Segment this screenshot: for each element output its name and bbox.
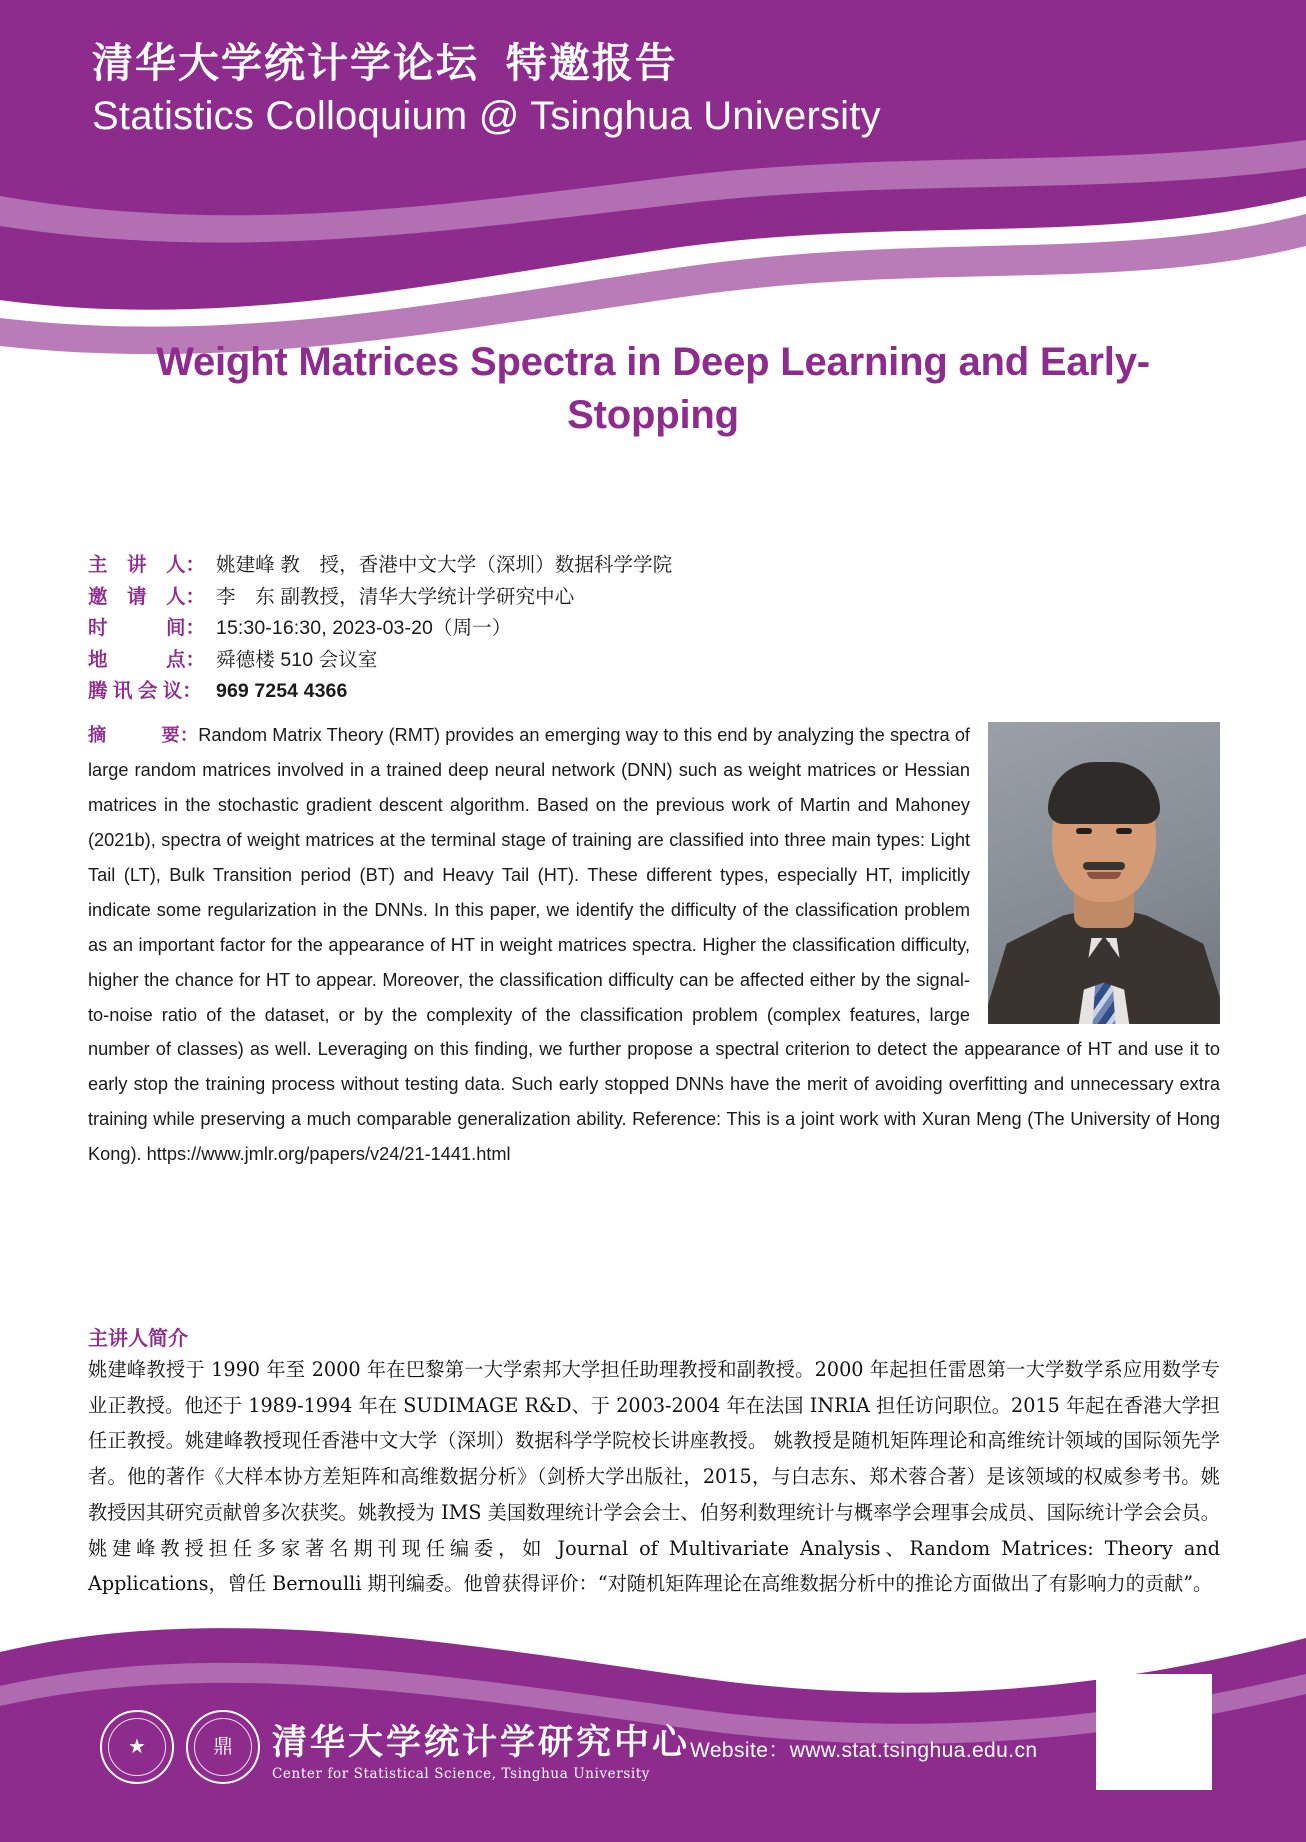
header-banner (0, 0, 1306, 360)
abstract-text: Random Matrix Theory (RMT) provides an emerging way to this end by analyzing the spectra of large random matrices involved in a trained deep neural network (DNN) such as weight matrices or Hessian matrices in the stochastic gradient descent algorithm. Based on the previous work of Martin and Mahoney (2021b), spectra of weight matrices at the terminal stage of training are classified into three main types: Light Tail (LT), Bulk Transition period (BT) and Heavy Tail (HT). These different types, especially HT, implicitly indicate some regularization in the DNNs. In this paper, we identify the difficulty of the classification problem as an important factor for the appearance of HT in weight matrices spectra. Higher the classification difficulty, higher the chance for HT to appear. Moreover, the classification difficulty can be affected either by the signal- to-noise ratio of the dataset, or by the complexity of the classification problem (complex features, large number of classes) as well. Leveraging on this finding, we further propose a spectral criterion to detect the appearance of HT and use it to early stop the training process without testing data. Such early stopped DNNs have the merit of avoiding overfitting and unnecessary extra training while preserving a much comparable generalization ability. Reference: This is a joint work with Xuran Meng (The University of Hong Kong). https://www.jmlr.org/papers/v24/21-1441.html (88, 725, 1220, 1165)
organization-name-en: Center for Statistical Science, Tsinghua University (272, 1766, 651, 1782)
qr-code[interactable] (1096, 1674, 1212, 1790)
header-title-en: Statistics Colloquium @ Tsinghua University (92, 94, 881, 139)
info-label-meeting-id: 腾 讯 会 议： (88, 680, 202, 703)
info-value-time: 15:30-16:30, 2023-03-20（周一） (216, 617, 512, 640)
speaker-portrait (988, 722, 1220, 1024)
info-label-speaker: 主 讲 人： (88, 554, 206, 576)
bio-text: 姚建峰教授于 1990 年至 2000 年在巴黎第一大学索邦大学担任助理教授和副教授。2000 年起担任雷恩第一大学数学系应用数学专业正教授。他还于 1989-1994 年在 SUDIMAGE R&D、于 2003-2004 年在法国 INRIA 担任访问职位。2015 年起在香港大学担任正教授。姚建峰教授现任香港中文大学（深圳）数据科学学院校长讲座教授。 姚教授是随机矩阵理论和高维统计领域的国际领先学者。他的著作《大样本协方差矩阵和高维数据分析》（剑桥大学出版社，2015，与白志东、郑术蓉合著）是该领域的权威参考书。姚教授因其研究贡献曾多次获奖。姚教授为 IMS 美国数理统计学会会士、伯努利数理统计与概率学会理事会成员、国际统计学会会员。姚建峰教授担任多家著名期刊现任编委，如 Journal of Multivariate Analysis、Random Matrices: Theory and Applications，曾任 Bernoulli 期刊编委。他曾获得评价：“对随机矩阵理论在高维数据分析中的推论方面做出了有影响力的贡献”。 (88, 1358, 1220, 1596)
info-row-location (88, 645, 1218, 677)
abstract-label: 摘 要： (88, 725, 199, 745)
header-title-cn: 清华大学统计学论坛 特邀报告 (92, 40, 678, 86)
info-value-location: 舜德楼 510 会议室 (216, 648, 378, 671)
info-label-location: 地 点： (88, 648, 206, 671)
info-row-host (88, 582, 1218, 614)
header-title-group (92, 38, 881, 141)
statistics-center-seal-icon: 鼎 (186, 1710, 260, 1784)
abstract-block (88, 718, 1220, 1172)
qr-code-grid (1100, 1678, 1208, 1786)
talk-title: Weight Matrices Spectra in Deep Learning and Early-Stopping (156, 340, 1150, 437)
footer-banner (0, 1582, 1306, 1842)
talk-info-list (88, 550, 1218, 708)
organization-name-cn: 清华大学统计学研究中心 (272, 1721, 691, 1763)
info-value-speaker: 姚建峰 教 授，香港中文大学（深圳）数据科学学院 (216, 554, 673, 576)
info-row-speaker (88, 550, 1218, 582)
website-url[interactable]: www.stat.tsinghua.edu.cn (789, 1739, 1038, 1762)
info-row-meeting-id (88, 676, 1218, 708)
info-label-host: 邀 请 人： (88, 585, 206, 608)
info-row-time (88, 613, 1218, 645)
organization-block (272, 1723, 690, 1782)
info-value-meeting-id: 969 7254 4366 (216, 680, 348, 703)
tsinghua-seal-icon: ★ (100, 1710, 174, 1784)
bio-heading: 主讲人简介 (88, 1326, 188, 1350)
website-line[interactable] (690, 1734, 1037, 1764)
info-value-host: 李 东 副教授，清华大学统计学研究中心 (216, 585, 575, 608)
website-label: Website： (690, 1739, 790, 1762)
info-label-time: 时 间： (88, 617, 206, 640)
